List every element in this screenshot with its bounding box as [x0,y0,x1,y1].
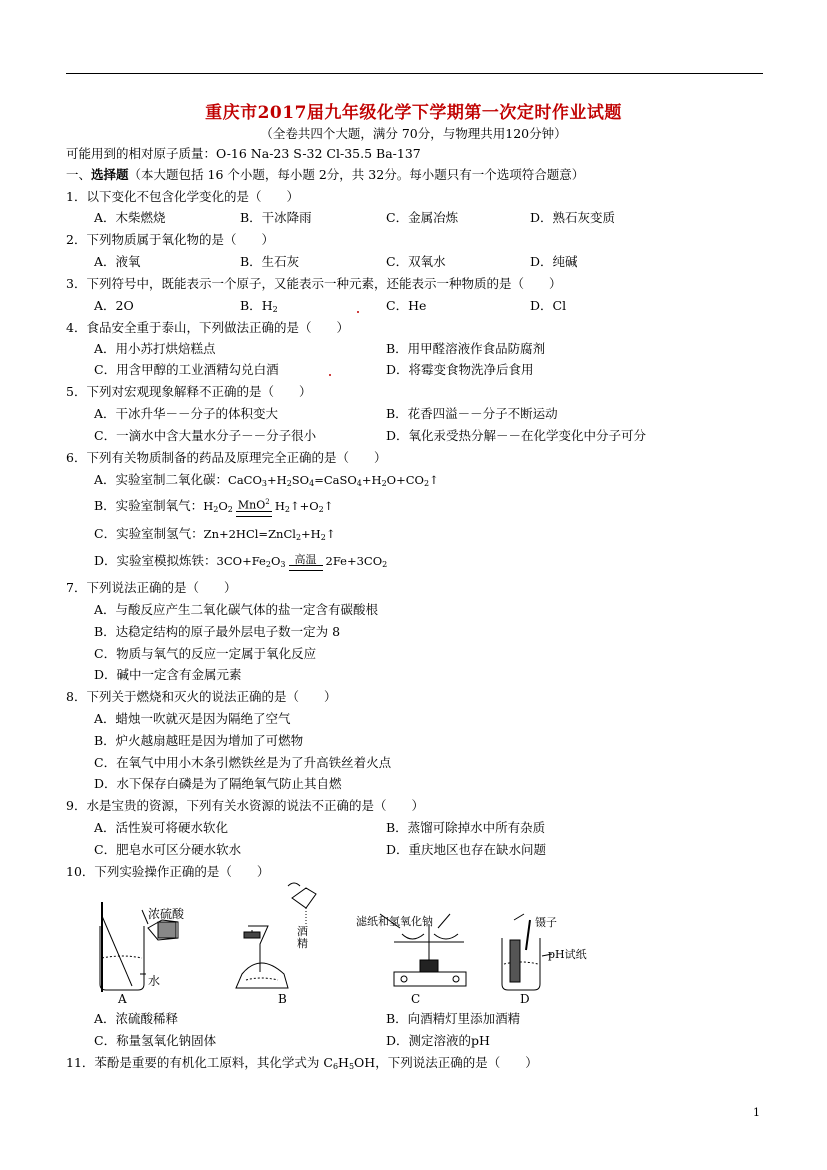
question-7: 7．下列说法正确的是（ ） [66,580,237,595]
red-dot-mark [329,374,331,376]
fig-d-tweezers-label: 镊子 [535,916,557,929]
q2-option-a: A．液氧 [94,254,141,269]
q8-option-b: B．炉火越扇越旺是因为增加了可燃物 [94,733,304,748]
q10-option-b: B．向酒精灯里添加酒精 [386,1011,521,1026]
fig-c-label: 滤纸和氢氧化钠 [356,915,433,928]
q7-option-b: B．达稳定结构的原子最外层电子数一定为 8 [94,624,341,639]
section-bold: 选择题 [91,167,129,182]
q2-option-c: C．双氧水 [386,254,446,269]
q7-option-d: D．碱中一定含有金属元素 [94,667,242,682]
q6-option-d [94,548,387,578]
q3-option-b: B．$H_2$ [240,298,278,314]
section-rest: （本大题包括 16 个小题，每小题 2分，共 32分。每小题只有一个选项符合题意） [128,167,585,182]
q6-c-equation: $Zn+2HCl=ZnCl_2+H_2↑$ [203,527,336,542]
q3-option-a: A．2O [94,298,134,313]
q6-option-c [94,526,335,546]
q4-option-a: A．用小苏打烘焙糕点 [94,341,216,356]
q4-option-c: C．用含甲醇的工业酒精勾兑白酒 [94,362,279,377]
lab-figures [94,880,614,1008]
question-1: 1．以下变化不包含化学变化的是（ ） [66,189,299,204]
page-title: 重庆市2017届九年级化学下学期第一次定时作业试题 [205,103,622,123]
q10-option-c: C．称量氢氧化钠固体 [94,1033,217,1048]
q6-a-label: A．实验室制二氧化碳： [94,472,229,487]
q1-option-c: C．金属冶炼 [386,210,459,225]
q9-option-a: A．活性炭可将硬水软化 [94,820,229,835]
q7-option-a: A．与酸反应产生二氧化碳气体的盐一定含有碳酸根 [94,602,379,617]
fig-a-acid-label: 浓硫酸 [148,907,185,921]
section-heading [66,167,584,183]
q4-option-d: D．将霉变食物洗净后食用 [386,362,534,377]
fig-d-letter: D [520,992,530,1006]
q6-option-b [94,493,333,523]
q8-option-c: C．在氧气中用小木条引燃铁丝是为了升高铁丝着火点 [94,755,392,770]
q3-option-d: D．Cl [530,298,567,313]
q3-b-symbol: H [261,298,273,313]
question-4: 4．食品安全重于泰山，下列做法正确的是（ ） [66,320,349,335]
fig-b-letter: B [278,992,287,1006]
q6-d-label: D．实验室模拟炼铁： [94,553,217,568]
q5-option-d: D．氧化汞受热分解－－在化学变化中分子可分 [386,428,647,443]
question-8: 8．下列关于燃烧和灭火的说法正确的是（ ） [66,689,337,704]
question-10: 10．下列实验操作正确的是（ ） [66,864,270,879]
q6-b-equation: $H_2O_2$ MnO$^2$ $H_2↑+O_2↑$ [203,499,333,513]
question-2: 2．下列物质属于氧化物的是（ ） [66,232,274,247]
q9-option-d: D．重庆地区也存在缺水问题 [386,842,547,857]
atomic-masses: 可能用到的相对原子质量：O-16 Na-23 S-32 Cl-35.5 Ba-137 [66,146,421,161]
q3-option-c: C．He [386,298,427,313]
q9-option-b: B．蒸馏可除掉水中所有杂质 [386,820,546,835]
question-6: 6．下列有关物质制备的药品及原理完全正确的是（ ） [66,450,387,465]
q5-option-a: A．干冰升华－－分子的体积变大 [94,406,279,421]
question-9: 9．水是宝贵的资源，下列有关水资源的说法不正确的是（ ） [66,798,424,813]
fig-b-alcohol-label: 酒精 [297,925,308,950]
q6-d-equation: $3CO+Fe_2O_3$ 高温 $2Fe+3CO_2$ [216,552,388,569]
q4-option-b: B．用甲醛溶液作食品防腐剂 [386,341,546,356]
q8-option-a: A．蜡烛一吹就灭是因为隔绝了空气 [94,711,291,726]
q2-option-d: D．纯碱 [530,254,578,269]
fig-c-letter: C [411,992,421,1006]
question-11: 11．苯酚是重要的有机化工原料，其化学式为 $C_6H_5OH$，下列说法正确的是（ ） [66,1055,538,1071]
page-number: 1 [753,1106,760,1119]
q5-option-c: C．一滴水中含大量水分子－－分子很小 [94,428,317,443]
q5-option-b: B．花香四溢－－分子不断运动 [386,406,558,421]
q1-option-b: B．干冰降雨 [240,210,312,225]
section-prefix: 一、 [66,167,92,182]
fig-a-letter: A [118,992,127,1006]
fig-a-water-label: 水 [148,974,161,988]
q6-b-label: B．实验室制氧气： [94,498,204,513]
fig-d-paper-label: pH试纸 [548,948,587,961]
q1-option-a: A．木柴燃烧 [94,210,166,225]
question-3: 3．下列符号中，既能表示一个原子，又能表示一种元素，还能表示一种物质的是（ ） [66,276,562,291]
q3-b-sub: 2 [272,305,278,314]
page-subtitle: （全卷共四个大题，满分 70分，与物理共用120分钟） [260,126,567,141]
q8-option-d: D．水下保存白磷是为了隔绝氧气防止其自燃 [94,776,342,791]
q7-option-c: C．物质与氧气的反应一定属于氧化反应 [94,646,317,661]
q10-option-d: D．测定溶液的pH [386,1033,490,1048]
q1-option-d: D．熟石灰变质 [530,210,616,225]
q9-option-c: C．肥皂水可区分硬水软水 [94,842,242,857]
q6-c-label: C．实验室制氢气： [94,526,204,541]
question-5: 5．下列对宏观现象解释不正确的是（ ） [66,384,312,399]
q6-option-a [94,472,439,492]
q10-option-a: A．浓硫酸稀释 [94,1011,179,1026]
header-rule [66,73,763,74]
q2-option-b: B．生石灰 [240,254,300,269]
red-dot-mark [357,311,359,313]
q6-a-equation: $CaCO_3+H_2SO_4=CaSO_4+H_2O+CO_2↑$ [228,473,439,488]
